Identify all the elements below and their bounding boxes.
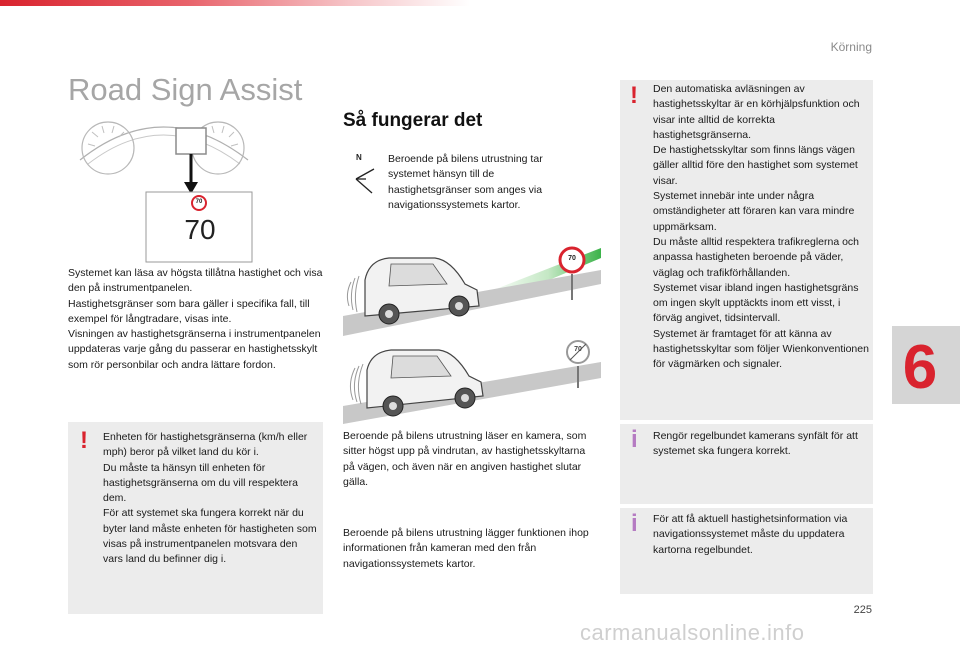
compass-nav-icon	[352, 165, 380, 195]
compass-n-label: N	[356, 153, 362, 162]
warning-text-assist: Den automatiska avläsningen av hastighetsskyltar är en körhjälpsfunktion och visar inte alltid de korrekta hastighetsgränserna. De hastighetsskyltar som finns längs vägen gäller alltid före den hastighet som systemet visar. Systemet innebär inte under några omständigheter att föraren kan vara mindre uppmärksam. Du måste alltid respektera trafikreglerna och anpassa hastigheten beroende på väder, väglag och trafikförhållanden. Systemet visar ibland ingen hastighetsgräns om ingen skylt upptäckts inom ett visst, i förväg angivet, tidsintervall. Systemet är framtaget för att känna av hastighetsskyltar som följer Wienkonventionen för vägmärken och signaler.	[653, 83, 869, 371]
info-icon: i	[631, 426, 638, 453]
combine-text: Beroende på bilens utrustning lägger funktionen ihop informationen från kameran med den från navigationssystemets kartor.	[343, 527, 589, 570]
camera-text: Beroende på bilens utrustning läser en kamera, som sitter högst upp på vindrutan, av hastighetsskyltarna på vägen, och även när en angiven hastighet slutar gälla.	[343, 430, 587, 488]
road-sign-1-value: 70	[568, 255, 576, 262]
road-sign-2-value: 70	[574, 346, 582, 353]
info-text-camera: Rengör regelbundet kamerans synfält för att systemet ska fungera korrekt.	[653, 430, 858, 458]
chapter-title: Körning	[830, 40, 872, 54]
chapter-number: 6	[902, 333, 938, 402]
warning-text-unit: Enheten för hastighetsgränserna (km/h eller mph) beror på vilket land du kör i. Du måste ta hänsyn till enheten för hastighetsgränserna om du vill respektera dem. För att systemet ska fungera korrekt när du byter land måste enheten för hastigheten som visas på instrumentpanelen motsvara den vars land du befinner dig i.	[103, 431, 317, 566]
page-title: Road Sign Assist	[68, 72, 303, 107]
chapter-tab	[892, 326, 960, 404]
warning-icon: !	[80, 427, 88, 454]
large-speed-display: 70	[184, 214, 216, 245]
info-text-maps: För att få aktuell hastighetsinformation via navigationssystemet måste du uppdatera kartorna regelbundet.	[653, 513, 848, 556]
top-accent-bar	[0, 0, 470, 6]
watermark: carmanualsonline.info	[580, 620, 805, 645]
warning-icon: !	[630, 82, 638, 109]
page-number: 225	[853, 604, 872, 616]
info-icon: i	[631, 510, 638, 537]
small-speed-sign-value: 70	[195, 199, 203, 205]
road-illustration-end-limit	[343, 340, 601, 424]
section-heading: Så fungerar det	[343, 110, 483, 131]
intro-paragraph: Systemet kan läsa av högsta tillåtna hastighet och visa den på instrumentpanelen. Hastighetsgränser som bara gäller i specifika fall, till exempel för långtradare, visas inte. Visningen av hastighetsgränserna i instrumentpanelen uppdateras varje gång du passerar en hastighetsskylt som rör personbilar och andra lättare fordon.	[68, 267, 323, 371]
nav-text: Beroende på bilens utrustning tar systemet hänsyn till de hastighetsgränser som anges via navigationssystemets kartor.	[388, 153, 543, 211]
